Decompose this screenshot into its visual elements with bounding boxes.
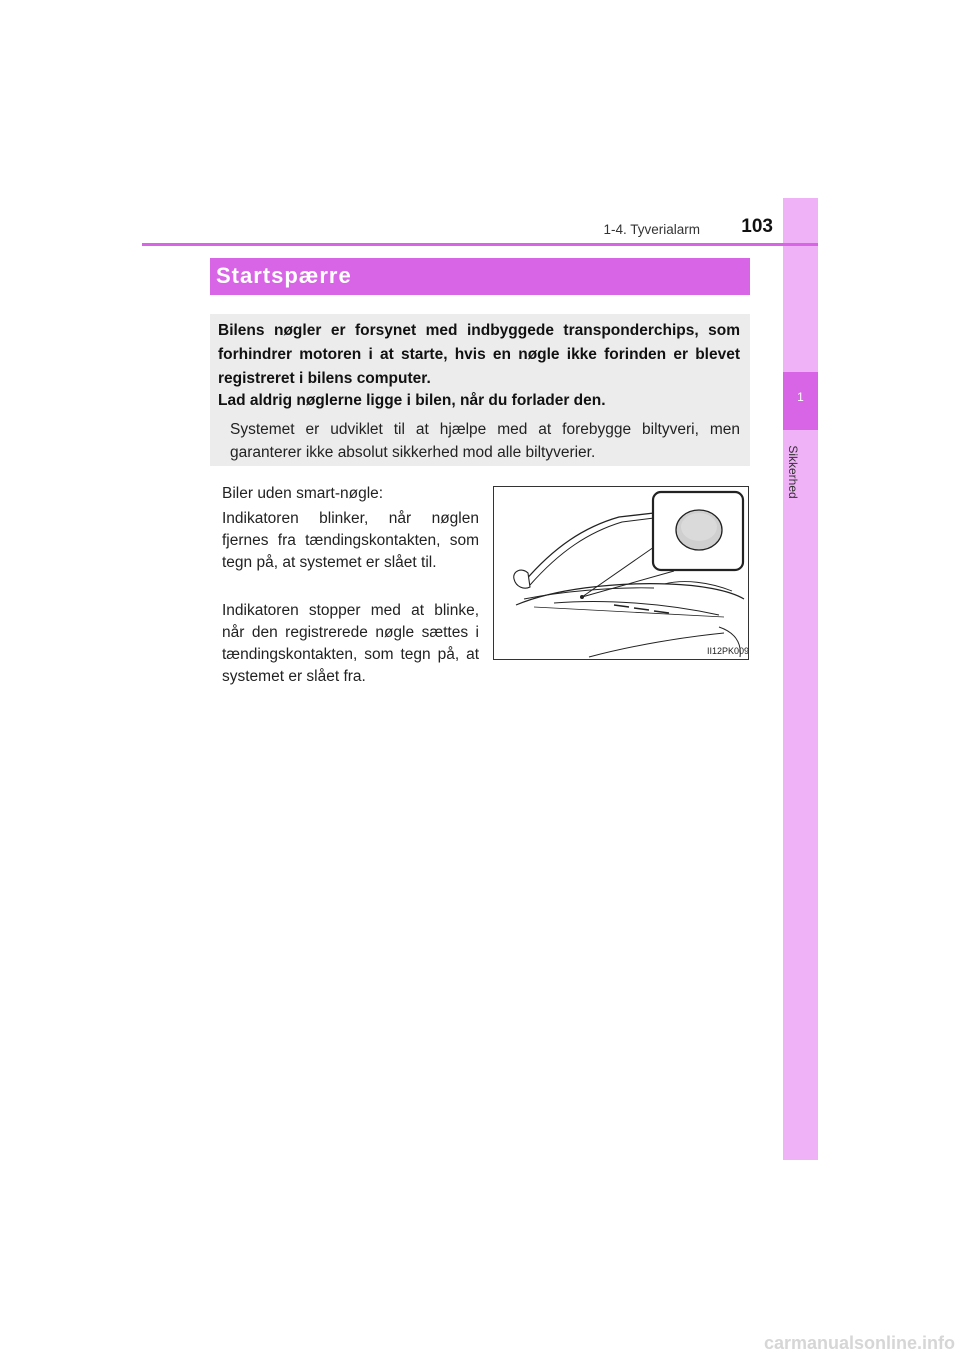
chapter-number: 1 [797, 390, 804, 404]
chapter-name: Sikkerhed [786, 445, 800, 499]
page-number: 103 [741, 216, 773, 237]
indicator-illustration [493, 486, 749, 660]
body-heading: Biler uden smart-nøgle: [222, 485, 384, 502]
intro-paragraph-3: Systemet er udviklet til at hjælpe med at forebygge biltyveri, men garanterer ikke absolut sikkerhed mod alle biltyverier. [230, 421, 740, 461]
dashboard-drawing [494, 487, 750, 661]
figure-code: II12PK009 [707, 646, 750, 656]
body-paragraph-2: Indikatoren stopper med at blinke, når den registrerede nøgle sættes i tændingskontakten, som tegn på, at systemet er slået fra. [222, 602, 479, 685]
intro-box [210, 314, 750, 466]
watermark-logo [700, 1325, 960, 1358]
svg-text:carmanualsonline.info: carmanualsonline.info [763, 1333, 955, 1353]
header-divider [142, 243, 818, 246]
header-section: 1-4. Tyverialarm [603, 222, 700, 237]
chapter-side-tab [783, 198, 818, 1160]
section-title-bar [210, 258, 750, 295]
section-title: Startspærre [216, 263, 352, 288]
body-paragraph-1: Indikatoren blinker, når nøglen fjernes fra tændingskontakten, som tegn på, at systemet er slået til. [222, 510, 479, 571]
intro-paragraph-2: Lad aldrig nøglerne ligge i bilen, når du forlader den. [218, 392, 606, 409]
intro-paragraph-1: Bilens nøgler er forsynet med indbyggede transponderchips, som forhindrer motoren i at starte, hvis en nøgle ikke forinden er blevet registreret i bilens computer. [218, 322, 740, 387]
